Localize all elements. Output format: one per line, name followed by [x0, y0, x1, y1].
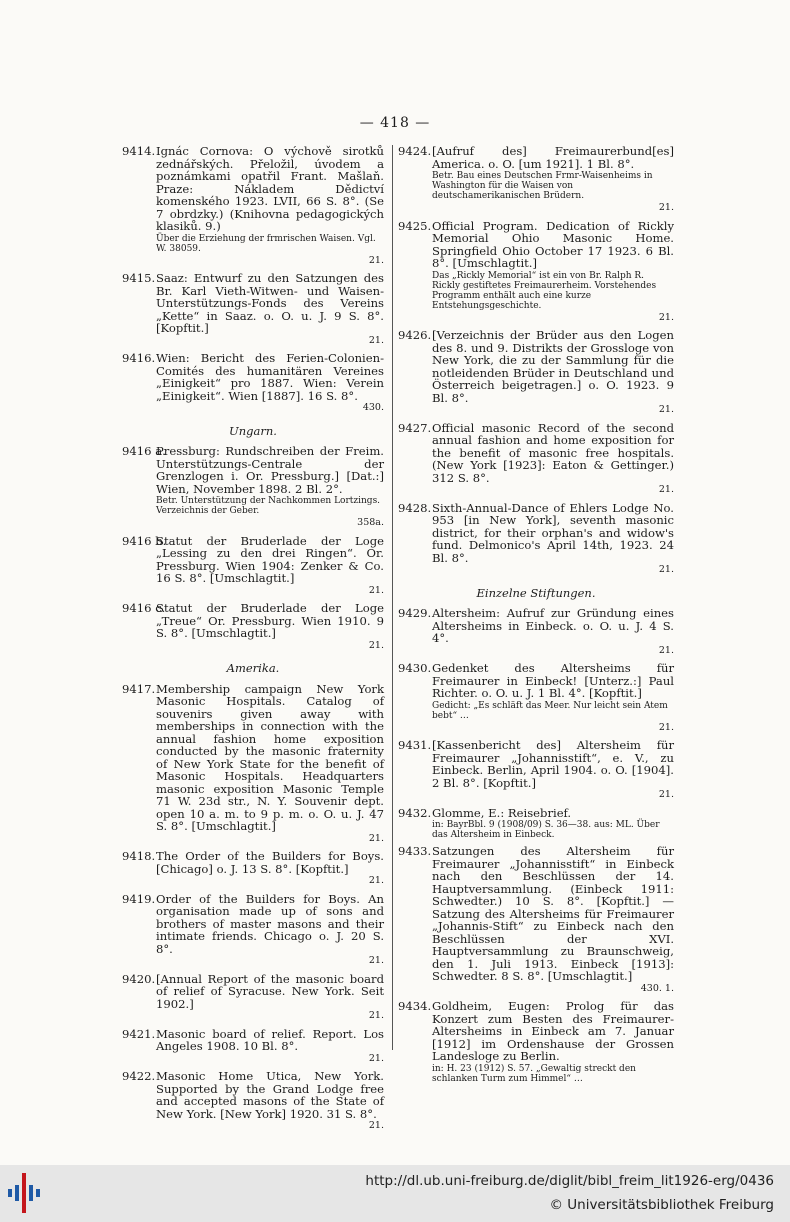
entry-text: Gedenket des Altersheims für Freimaurer in Einbeck! [Unterz.:] Paul Richter. o. O. u. J. 1 Bl. 4°. [Kopftit.]	[432, 661, 674, 700]
entry-signature: 21.	[368, 1010, 384, 1021]
entry-text: The Order of the Builders for Boys. [Chicago] o. J. 13 S. 8°. [Kopftit.]	[156, 849, 384, 876]
bibliography-entry	[398, 607, 674, 657]
entry-number: 9415.	[122, 271, 156, 285]
section-heading: Amerika.	[226, 661, 280, 675]
bibliography-entry	[398, 329, 674, 417]
entry-signature: 21.	[658, 644, 674, 656]
entry-number: 9417.	[122, 681, 156, 696]
entry-number: 9422.	[122, 1069, 156, 1083]
bibliography-entry	[122, 893, 384, 968]
entry-number: 9416.	[122, 351, 156, 365]
entry-note: Das „Rickly Memorial“ ist ein von Br. Ralph R. Rickly gestiftetes Freimaurerheim. Vorstehendes Programm enthält auch eine kurze Entstehungsgeschichte.	[432, 270, 657, 311]
entry-note: Betr. Bau eines Deutschen Frmr-Waisenheims in Washington für die Waisen von deutschamerikanischen Brüdern.	[432, 171, 653, 201]
entry-note: in: H. 23 (1912) S. 57. „Gewaltig streckt den schlanken Turm zum Himmel“ …	[432, 1063, 636, 1084]
entry-number: 9419.	[122, 891, 156, 906]
bibliography-entry	[122, 445, 384, 530]
entry-text: Altersheim: Aufruf zur Gründung eines Altersheims in Einbeck. o. O. u. J. 4 S. 4°.	[432, 606, 674, 645]
entry-number: 9416 a.	[122, 444, 166, 458]
entry-text: Ignác Cornova: O výchově sirotků zednářských. Přeložil, úvodem a poznámkami opatřil Frant. Mašlaň. Praze: Nákladem Dědictví komenského 1923. LVII, 66 S. 8°. (Se 7 obrdzky.) (Knihovna pedagogických klasiků. 9.)	[156, 144, 384, 233]
bibliography-entry	[398, 422, 674, 497]
entry-text: Saaz: Entwurf zu den Satzungen des Br. Karl Vieth-Witwen- und Waisen-Unterstützungs-Fonds des Vereins „Kette“ in Saaz. o. O. u. J. 9 S. 8°. [Kopftit.]	[156, 271, 384, 335]
entry-number: 9425.	[398, 218, 432, 233]
bibliography-entry	[122, 352, 384, 415]
copyright-text: © Universitätsbibliothek Freiburg	[549, 1197, 774, 1213]
entry-signature: 21.	[368, 1120, 384, 1131]
entry-text: Membership campaign New York Masonic Hospitals. Catalog of souvenirs given away with memberships in connection with the annual fashion home exposition conducted by the masonic fraternity of New York State for the benefit of Masonic Hospitals. Headquarters masonic exposition Masonic Temple 71 W. 23d str., N. Y. Souvenir dept. open 10 a. m. to 9 p. m. o. O. u. J. 47 S. 8°. [Umschlagtit.]	[156, 681, 384, 833]
entry-text: Masonic Home Utica, New York. Supported by the Grand Lodge free and accepted masons of the State of New York. [New York] 1920. 31 S. 8°.	[156, 1069, 384, 1121]
entry-number: 9432.	[398, 805, 432, 820]
entry-number: 9433.	[398, 844, 432, 858]
entry-number: 9418.	[122, 849, 156, 863]
bibliography-entry	[122, 272, 384, 347]
left-column	[122, 145, 384, 1138]
entry-number: 9414.	[122, 144, 156, 158]
bibliography-entry	[398, 845, 674, 995]
entry-text: Official Program. Dedication of Rickly Memorial Ohio Masonic Home. Springfield Ohio October 17 1923. 6 Bl. 8°. [Umschlagtit.]	[432, 218, 674, 270]
entry-number: 9430.	[398, 661, 432, 675]
entry-note: in: BayrBbl. 9 (1908/09) S. 36—38. aus: ML. Über das Altersheim in Einbeck.	[432, 820, 660, 840]
bibliography-entry	[122, 535, 384, 598]
entry-signature: 21.	[368, 254, 384, 266]
entry-text: Sixth-Annual-Dance of Ehlers Lodge No. 953 [in New York], seventh masonic district, for their orphan's and widow's fund. Delmonico's April 14th, 1923. 24 Bl. 8°.	[432, 500, 674, 565]
entry-number: 9416 c.	[122, 601, 166, 615]
bibliography-entry	[122, 850, 384, 888]
ub-freiburg-logo-icon[interactable]	[8, 1173, 40, 1213]
entry-text: Wien: Bericht des Ferien-Colonien-Comités des humanitären Vereines „Einigkeit“ pro 1887. Wien: Verein „Einigkeit“. Wien [1887]. 16 S. 8°.	[156, 351, 384, 403]
entry-text: [Kassenbericht des] Altersheim für Freimaurer „Johannisstift“, e. V., zu Einbeck. Berlin, April 1904. o. O. [1904]. 2 Bl. 8°. [Kopftit.]	[432, 738, 674, 790]
entry-text: Glomme, E.: Reisebrief.	[432, 805, 572, 820]
entry-text: [Annual Report of the masonic board of relief of Syracuse. New York. Seit 1902.]	[156, 971, 384, 1011]
column-divider	[392, 145, 393, 1050]
entry-number: 9426.	[398, 328, 432, 342]
entry-signature: 21.	[658, 789, 674, 800]
entry-signature: 21.	[658, 311, 674, 323]
entry-signature: 21.	[658, 721, 674, 733]
entry-signature: 21.	[368, 584, 384, 596]
entry-number: 9420.	[122, 971, 156, 986]
footer-bar	[0, 1165, 790, 1222]
bibliography-entry	[398, 502, 674, 577]
entry-note: Betr. Unterstützung der Nachkommen Lortzings. Verzeichnis der Geber.	[156, 496, 381, 516]
entry-signature: 430.	[362, 402, 384, 413]
bibliography-entry	[398, 807, 674, 841]
entry-text: Statut der Bruderlade der Loge „Treue“ Or. Pressburg. Wien 1910. 9 S. 8°. [Umschlagtit.]	[156, 601, 384, 640]
entry-note: Gedicht: „Es schläft das Meer. Nur leicht sein Atem bebt“ …	[432, 700, 668, 721]
entry-signature: 21.	[368, 1052, 384, 1064]
bibliography-entry	[398, 220, 674, 325]
entry-number: 9416 b.	[122, 533, 167, 548]
entry-text: Satzungen des Altersheim für Freimaurer „Johannisstift“ in Einbeck nach den Beschlüssen der 14. Hauptversammlung. (Einbeck 1911: Schwedter.) 10 S. 8°. [Kopftit.] — Satzung des Altersheims für Freimaurer „Johannis-Stift“ zu Einbeck nach den Beschlüssen der XVI. Hauptversammlung zu Braunschweig, den 1. Juli 1913. Einbeck [1913]: Schwedter. 8 S. 8°. [Umschlagtit.]	[432, 844, 674, 983]
section-heading: Ungarn.	[229, 423, 277, 438]
entry-text: Official masonic Record of the second annual fashion and home exposition for the benefit of masonic free hospitals. (New York [1923]: Eaton & Gettinger.) 312 S. 8°.	[432, 420, 674, 485]
bibliography-entry	[398, 662, 674, 734]
entry-signature: 21.	[368, 334, 384, 346]
entry-text: [Verzeichnis der Brüder aus den Logen des 8. und 9. Distrikts der Grossloge von New York, die zu der Sammlung für die notleidenden Brüder in Deutschland und Österreich beigetragen.] o. O. 1923. 9 Bl. 8°.	[432, 328, 674, 405]
bibliography-entry	[398, 145, 674, 215]
entry-number: 9434.	[398, 999, 432, 1013]
entry-signature: 21.	[368, 832, 384, 844]
bibliography-entry	[398, 739, 674, 802]
bibliography-entry	[122, 1070, 384, 1133]
bibliography-entry	[122, 973, 384, 1023]
entry-text: Statut der Bruderlade der Loge „Lessing zu den drei Ringen“. Or. Pressburg. Wien 1904: Zenker & Co. 16 S. 8°. [Umschlagtit.]	[156, 533, 384, 585]
entry-text: Pressburg: Rundschreiben der Freim. Unterstützungs-Centrale der Grenzlogen i. Or. Pressburg.] [Dat.:] Wien, November 1898. 2 Bl. 2°.	[156, 444, 384, 496]
entry-text: [Aufruf des] Freimaurerbund[es] America. o. O. [um 1921]. 1 Bl. 8°.	[432, 144, 674, 171]
source-url-link[interactable]: http://dl.ub.uni-freiburg.de/diglit/bibl_freim_lit1926-erg/0436	[365, 1173, 774, 1189]
entry-signature: 21.	[658, 564, 674, 575]
entry-text: Goldheim, Eugen: Prolog für das Konzert zum Besten des Freimaurer-Altersheims in Einbeck am 7. Januar [1912] im Ordenshause der Grossen Landesloge zu Berlin.	[432, 999, 674, 1063]
entry-number: 9429.	[398, 606, 432, 620]
right-column	[398, 145, 674, 1089]
entry-note: Über die Erziehung der frmrischen Waisen. Vgl. W. 38059.	[156, 233, 376, 254]
entry-signature: 21.	[658, 404, 674, 415]
bibliography-entry	[122, 683, 384, 846]
page-number: — 418 —	[359, 115, 431, 131]
bibliography-entry	[122, 145, 384, 267]
entry-number: 9428.	[398, 500, 432, 515]
entry-signature: 21.	[658, 202, 674, 213]
bibliography-entry	[398, 1000, 674, 1084]
entry-number: 9427.	[398, 420, 432, 435]
entry-signature: 430. 1.	[640, 982, 674, 994]
entry-signature: 21.	[368, 955, 384, 966]
entry-signature: 21.	[368, 875, 384, 886]
entry-text: Masonic board of relief. Report. Los Angeles 1908. 10 Bl. 8°.	[156, 1026, 384, 1053]
bibliography-entry	[122, 1028, 384, 1066]
entry-signature: 21.	[368, 639, 384, 651]
entry-text: Order of the Builders for Boys. An organisation made up of sons and brothers of master masons and their intimate friends. Chicago o. J. 20 S. 8°.	[156, 891, 384, 956]
entry-signature: 358a.	[357, 517, 384, 528]
entry-number: 9421.	[122, 1026, 156, 1041]
entry-signature: 21.	[658, 484, 674, 495]
entry-number: 9431.	[398, 738, 432, 752]
entry-number: 9424.	[398, 144, 432, 158]
bibliography-entry	[122, 602, 384, 652]
section-heading: Einzelne Stiftungen.	[476, 585, 596, 600]
